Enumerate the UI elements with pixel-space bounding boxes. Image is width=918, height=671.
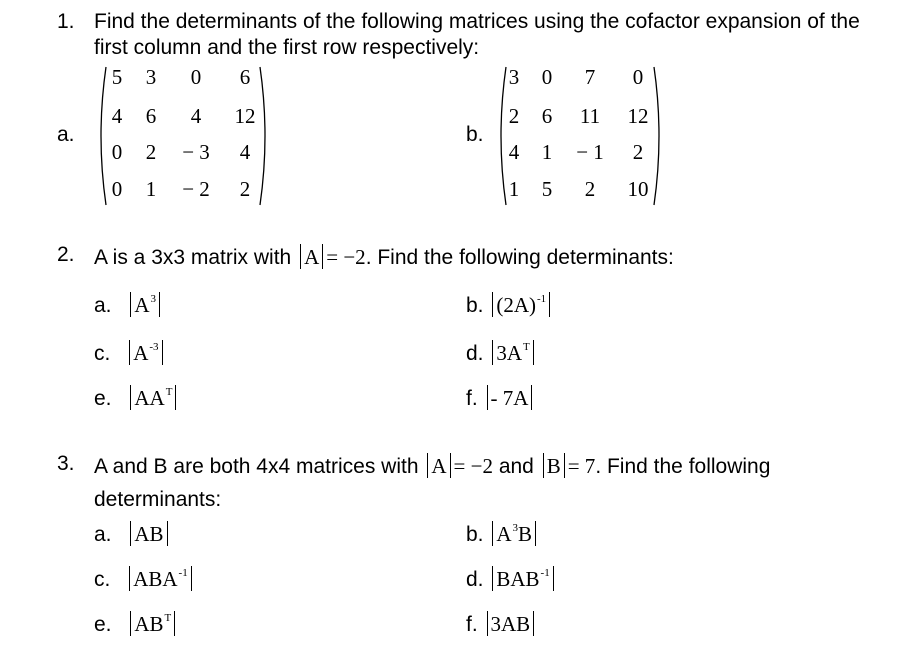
expr-base: 3AB — [490, 612, 531, 636]
matrix-a-cell: 5 — [111, 65, 123, 89]
matrix-b-cell: 4 — [508, 140, 520, 164]
q3-item-a — [94, 521, 171, 546]
matrix-b-cell: 3 — [508, 65, 520, 89]
expr-sup: -3 — [149, 341, 159, 353]
expr-base: - 7A — [490, 386, 529, 410]
matrix-b-cell: 0 — [632, 65, 644, 89]
item-label: e. — [94, 387, 112, 410]
matrix-b-cell: 0 — [541, 65, 553, 89]
matrix-a-cell: 2 — [145, 140, 157, 164]
q3-item-c — [94, 566, 195, 591]
q3-number: 3. — [57, 452, 75, 475]
matrix-a-cell: 6 — [239, 65, 251, 89]
expr-base: A — [133, 341, 149, 365]
q2-text-after: . Find the following determinants: — [365, 246, 674, 269]
matrix-b-cell: 5 — [541, 177, 553, 201]
expr-sup: -1 — [537, 293, 547, 305]
q3-statement — [94, 453, 770, 478]
q3-det-b: B — [546, 454, 561, 478]
matrix-a-cell: 3 — [145, 65, 157, 89]
expr-base: AB — [134, 522, 164, 546]
matrix-a-cell: 12 — [234, 104, 256, 128]
matrix-a-cell: 2 — [239, 177, 251, 201]
q2-text-before: A is a 3x3 matrix with — [94, 246, 292, 269]
expr-tail: B — [518, 522, 533, 546]
matrix-a-cell: 0 — [111, 140, 123, 164]
item-label: c. — [94, 342, 111, 365]
expr-base: BAB — [496, 567, 540, 591]
expr-sup: T — [523, 341, 530, 353]
matrix-b-cell: 2 — [632, 140, 644, 164]
q3-mid: and — [498, 455, 534, 478]
matrix-b-cell: 7 — [584, 65, 596, 89]
q3-eq-b: = 7 — [567, 454, 596, 478]
matrix-a-cell: 4 — [239, 140, 251, 164]
item-label: e. — [94, 613, 112, 636]
matrix-a-cell: 4 — [111, 104, 123, 128]
q2-item-b — [466, 292, 553, 317]
expr-sup: 3 — [512, 522, 519, 534]
item-label: a. — [94, 294, 112, 317]
matrix-a-cell: 0 — [190, 65, 202, 89]
matrix-b-cell: 1 — [541, 140, 553, 164]
q1-a-label: a. — [57, 123, 75, 146]
item-label: b. — [466, 523, 484, 546]
matrix-a-cell: − 2 — [182, 177, 210, 201]
expr-sup: 3 — [150, 293, 157, 305]
matrix-b-cell: 6 — [541, 104, 553, 128]
matrix-a-cell: 0 — [111, 177, 123, 201]
q2-det-eq: = −2 — [326, 245, 366, 269]
matrix-b-cell: − 1 — [576, 140, 604, 164]
expr-base: (2A) — [496, 293, 537, 317]
q3-item-d — [466, 566, 557, 591]
item-label: a. — [94, 523, 112, 546]
item-label: f. — [466, 613, 478, 636]
q2-item-f — [466, 385, 535, 410]
item-label: d. — [466, 342, 484, 365]
matrix-a-cell: 4 — [190, 104, 202, 128]
q1-line1: Find the determinants of the following matrices using the cofactor expansion of the — [94, 10, 860, 33]
item-label: c. — [94, 568, 111, 591]
q3-item-f — [466, 611, 537, 636]
matrix-a-cell: 6 — [145, 104, 157, 128]
q2-item-d — [466, 340, 537, 365]
matrix-b-cell: 12 — [627, 104, 649, 128]
q2-item-a — [94, 292, 163, 317]
q2-item-e — [94, 385, 179, 410]
matrix-b-cell: 1 — [508, 177, 520, 201]
matrix-a-cell: − 3 — [182, 140, 210, 164]
q3-eq-a: = −2 — [453, 454, 493, 478]
expr-sup: -1 — [540, 567, 550, 579]
q3-line2: determinants: — [94, 488, 222, 511]
matrix-a-cell: 1 — [145, 177, 157, 201]
q3-item-b — [466, 521, 539, 546]
expr-base: AB — [134, 612, 164, 636]
expr-base: AA — [134, 386, 165, 410]
expr-sup: -1 — [178, 567, 188, 579]
expr-base: A — [496, 522, 512, 546]
matrix-b-cell: 11 — [579, 104, 601, 128]
matrix-b-cell: 10 — [627, 177, 649, 201]
q3-text-after: . Find the following — [595, 455, 771, 478]
q2-number: 2. — [57, 243, 75, 266]
item-label: d. — [466, 568, 484, 591]
expr-base: A — [134, 293, 150, 317]
q2-item-c — [94, 340, 166, 365]
expr-base: ABA — [133, 567, 178, 591]
expr-base: 3A — [496, 341, 523, 365]
q1-b-label: b. — [466, 123, 484, 146]
expr-sup: T — [165, 386, 173, 398]
q1-line2: first column and the first row respectively: — [94, 36, 480, 59]
matrix-b-cell: 2 — [508, 104, 520, 128]
item-label: f. — [466, 387, 478, 410]
q3-text-before: A and B are both 4x4 matrices with — [94, 455, 419, 478]
q2-statement — [94, 244, 674, 269]
matrix-b-cell: 2 — [584, 177, 596, 201]
q1-number: 1. — [57, 10, 75, 33]
q3-det-a: A — [431, 454, 447, 478]
item-label: b. — [466, 294, 484, 317]
q3-item-e — [94, 611, 178, 636]
expr-sup: T — [164, 612, 172, 624]
q2-det-var: A — [304, 245, 320, 269]
